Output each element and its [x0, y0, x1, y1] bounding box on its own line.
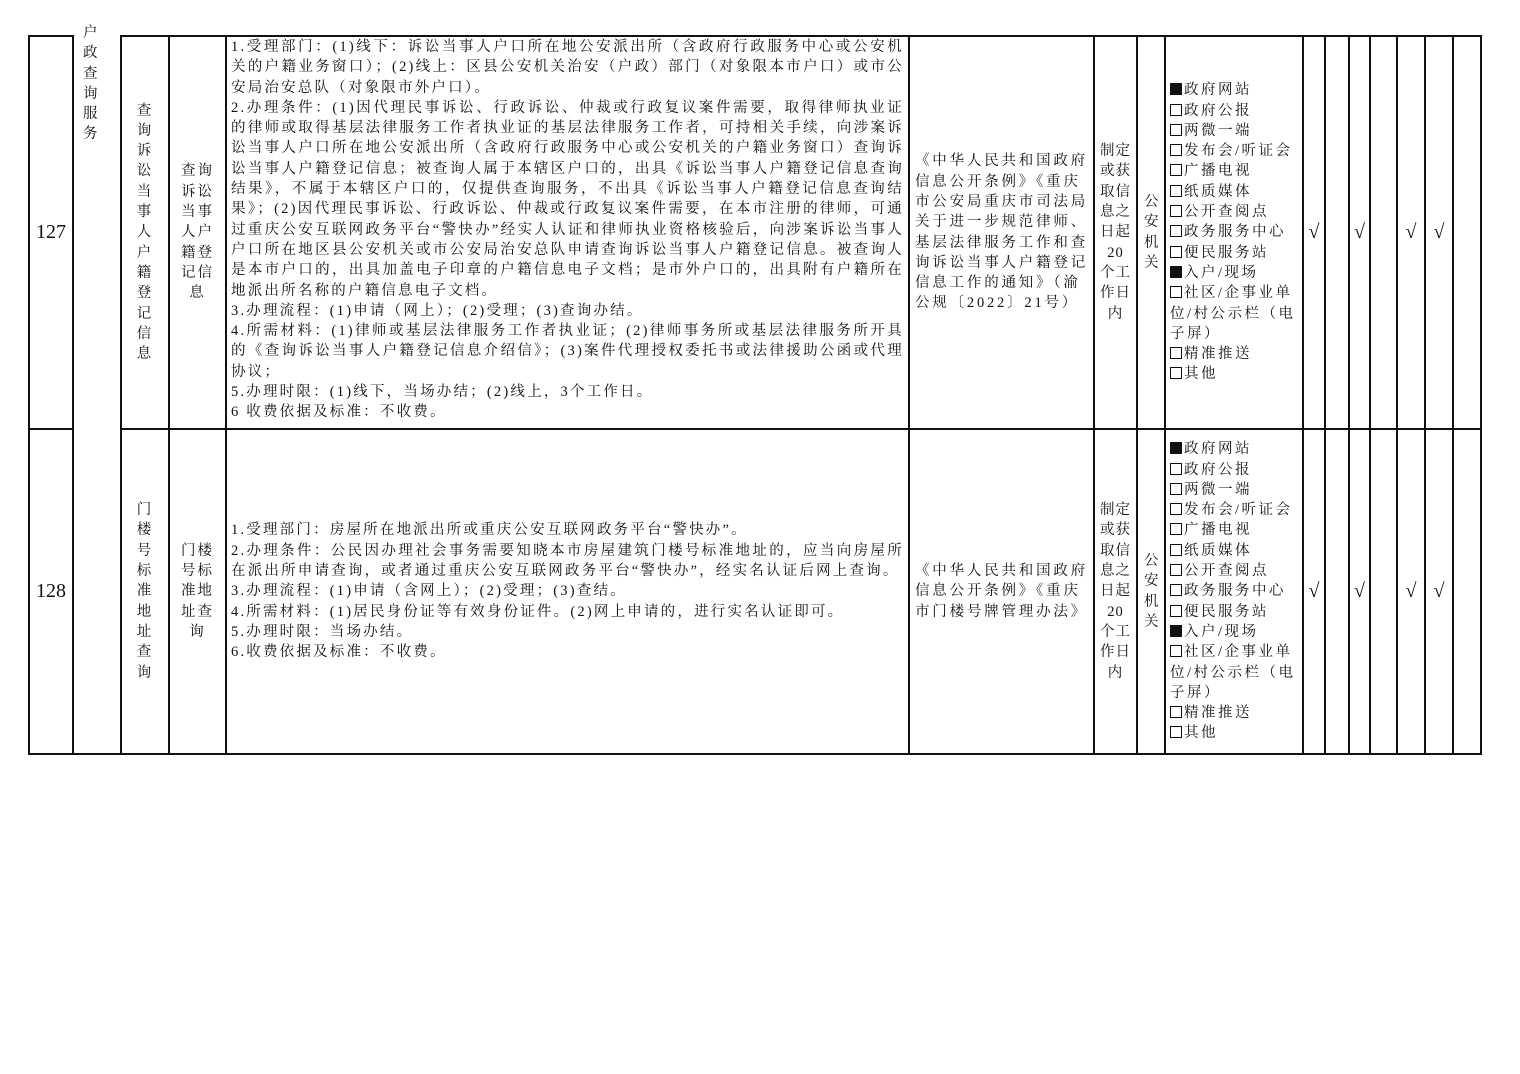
- legal-basis: 《中华人民共和国政府信息公开条例》《重庆市公安局重庆市司法局关于进一步规范律师、基层法律服务工作和查询诉讼当事人户籍登记信息工作的通知》（渝公规〔2022〕21号）: [909, 36, 1094, 429]
- channel-item: [1170, 581, 1298, 601]
- checked-box-icon: [1170, 625, 1182, 637]
- channel-item: [1170, 182, 1298, 202]
- channel-label: 其他: [1184, 366, 1218, 383]
- deadline: 制定或获取信息之日起20个工作日内: [1094, 429, 1137, 754]
- channel-label: 纸质媒体: [1184, 183, 1252, 200]
- row-number: 127: [29, 36, 73, 429]
- channel-item: [1170, 723, 1298, 743]
- channel-item: [1170, 121, 1298, 141]
- channel-item: [1170, 561, 1298, 581]
- check-mark-cell: [1325, 36, 1349, 429]
- unchecked-box-icon: [1170, 205, 1182, 217]
- channel-item: [1170, 642, 1298, 703]
- channel-label: 其他: [1184, 725, 1218, 742]
- legal-basis: 《中华人民共和国政府信息公开条例》《重庆市门楼号牌管理办法》: [909, 429, 1094, 754]
- unchecked-box-icon: [1170, 726, 1182, 738]
- row-number: 128: [29, 429, 73, 754]
- channel-item: [1170, 202, 1298, 222]
- checked-box-icon: [1170, 83, 1182, 95]
- channel-item: [1170, 161, 1298, 181]
- channel-item: [1170, 344, 1298, 364]
- unchecked-box-icon: [1170, 503, 1182, 515]
- channel-label: 广播电视: [1184, 522, 1252, 539]
- channel-item: [1170, 520, 1298, 540]
- category-cell: [73, 25, 121, 754]
- channel-item: [1170, 703, 1298, 723]
- responsible-agency: 公安机关: [1137, 36, 1165, 429]
- subitem-name: 门楼号标准地址查询: [169, 429, 226, 754]
- responsible-agency: 公安机关: [1137, 429, 1165, 754]
- content-cell: [226, 36, 909, 429]
- check-mark-cell: √: [1303, 429, 1325, 754]
- content-paragraph: 5.办理时限：(1)线下，当场办结；(2)线上，3个工作日。: [231, 384, 654, 401]
- channel-item: [1170, 263, 1298, 283]
- check-mark-cell: √: [1349, 36, 1370, 429]
- channel-label: 两微一端: [1184, 481, 1252, 498]
- unchecked-box-icon: [1170, 564, 1182, 576]
- channel-label: 广播电视: [1184, 163, 1252, 180]
- content-paragraph: 2.办理条件：公民因办理社会事务需要知晓本市房屋建筑门楼号标准地址的，应当向房屋所在派出所申请查询，或者通过重庆公安互联网政务平台“警快办”，经实名认证后网上查询。: [231, 542, 904, 580]
- unchecked-box-icon: [1170, 605, 1182, 617]
- check-mark-cell: √: [1303, 36, 1325, 429]
- check-mark-cell: √: [1397, 36, 1425, 429]
- channel-label: 公开查阅点: [1184, 204, 1269, 221]
- unchecked-box-icon: [1170, 286, 1182, 298]
- content-paragraph: 6 收费依据及标准：不收费。: [231, 404, 447, 421]
- channel-label: 便民服务站: [1184, 244, 1269, 261]
- check-mark-cell: √: [1397, 429, 1425, 754]
- channel-item: [1170, 439, 1298, 459]
- content-paragraph: 3.办理流程：(1)申请（含网上）；(2)受理；(3)查结。: [231, 583, 627, 600]
- channel-label: 便民服务站: [1184, 603, 1269, 620]
- content-paragraph: 4.所需材料：(1)律师或基层法律服务工作者执业证；(2)律师事务所或基层法律服务所开具的《查询诉讼当事人户籍登记信息介绍信》；(3)案件代理授权委托书或法律援助公函或代理协议；: [231, 323, 904, 380]
- check-mark-cell: [1370, 429, 1397, 754]
- check-mark-cell: [1453, 429, 1481, 754]
- channel-label: 入户/现场: [1184, 264, 1259, 281]
- check-mark-cell: [1325, 429, 1349, 754]
- unchecked-box-icon: [1170, 144, 1182, 156]
- channel-label: 入户/现场: [1184, 623, 1259, 640]
- item-name: 门楼号标准地址查询: [121, 429, 169, 754]
- disclosure-table: [28, 25, 1482, 755]
- channel-label: 政务服务中心: [1184, 224, 1286, 241]
- channel-item: [1170, 500, 1298, 520]
- content-cell: [226, 429, 909, 754]
- unchecked-box-icon: [1170, 483, 1182, 495]
- item-name: 查询诉讼当事人户籍登记信息: [121, 36, 169, 429]
- content-paragraph: 4.所需材料：(1)居民身份证等有效身份证件。(2)网上申请的，进行实名认证即可。: [231, 603, 845, 620]
- channel-item: [1170, 602, 1298, 622]
- checked-box-icon: [1170, 266, 1182, 278]
- content-paragraph: 3.办理流程：(1)申请（网上）；(2)受理；(3)查询办结。: [231, 302, 644, 319]
- unchecked-box-icon: [1170, 124, 1182, 136]
- channel-label: 政府网站: [1184, 82, 1252, 99]
- channel-item: [1170, 460, 1298, 480]
- content-paragraph: 5.办理时限：当场办结。: [231, 623, 414, 640]
- channel-label: 社区/企事业单位/村公示栏（电子屏）: [1170, 644, 1296, 701]
- category-label: 户政查询服务: [83, 25, 101, 143]
- table-row: [29, 36, 1481, 429]
- subitem-name: 查询诉讼当事人户籍登记信息: [169, 36, 226, 429]
- channel-item: [1170, 141, 1298, 161]
- channel-item: [1170, 101, 1298, 121]
- unchecked-box-icon: [1170, 645, 1182, 657]
- channel-label: 政务服务中心: [1184, 583, 1286, 600]
- channel-label: 政府网站: [1184, 441, 1252, 458]
- channel-label: 纸质媒体: [1184, 542, 1252, 559]
- content-paragraph: 1.受理部门：房屋所在地派出所或重庆公安互联网政务平台“警快办”。: [231, 522, 748, 539]
- unchecked-box-icon: [1170, 104, 1182, 116]
- channel-label: 政府公报: [1184, 461, 1252, 478]
- check-mark-cell: √: [1349, 429, 1370, 754]
- channel-label: 发布会/听证会: [1184, 143, 1293, 160]
- channel-item: [1170, 80, 1298, 100]
- channel-list: [1165, 429, 1303, 754]
- deadline: 制定或获取信息之日起20个工作日内: [1094, 36, 1137, 429]
- unchecked-box-icon: [1170, 225, 1182, 237]
- channel-label: 发布会/听证会: [1184, 502, 1293, 519]
- check-mark-cell: [1453, 36, 1481, 429]
- table-row: [29, 429, 1481, 754]
- channel-label: 政府公报: [1184, 102, 1252, 119]
- channel-item: [1170, 480, 1298, 500]
- channel-label: 两微一端: [1184, 122, 1252, 139]
- unchecked-box-icon: [1170, 706, 1182, 718]
- channel-item: [1170, 283, 1298, 344]
- unchecked-box-icon: [1170, 463, 1182, 475]
- unchecked-box-icon: [1170, 584, 1182, 596]
- channel-item: [1170, 364, 1298, 384]
- unchecked-box-icon: [1170, 164, 1182, 176]
- channel-label: 精准推送: [1184, 705, 1252, 722]
- check-mark-cell: [1370, 36, 1397, 429]
- content-paragraph: 1.受理部门：(1)线下：诉讼当事人户口所在地公安派出所（含政府行政服务中心或公安机关的户籍业务窗口）；(2)线上：区县公安机关治安（户政）部门（对象限本市户口）或市公安局治安总队（对象限市外户口）。: [231, 39, 904, 96]
- unchecked-box-icon: [1170, 367, 1182, 379]
- channel-item: [1170, 541, 1298, 561]
- channel-item: [1170, 222, 1298, 242]
- channel-list: [1165, 36, 1303, 429]
- unchecked-box-icon: [1170, 347, 1182, 359]
- channel-item: [1170, 243, 1298, 263]
- check-mark-cell: √: [1425, 36, 1453, 429]
- channel-item: [1170, 622, 1298, 642]
- content-paragraph: 6.收费依据及标准：不收费。: [231, 644, 447, 661]
- unchecked-box-icon: [1170, 185, 1182, 197]
- checked-box-icon: [1170, 442, 1182, 454]
- unchecked-box-icon: [1170, 246, 1182, 258]
- channel-label: 精准推送: [1184, 346, 1252, 363]
- check-mark-cell: √: [1425, 429, 1453, 754]
- channel-label: 社区/企事业单位/村公示栏（电子屏）: [1170, 285, 1296, 342]
- content-paragraph: 2.办理条件：(1)因代理民事诉讼、行政诉讼、仲裁或行政复议案件需要，取得律师执业证的律师或取得基层法律服务工作者执业证的基层法律服务工作者，可持相关手续，向涉案诉讼当事人户口所在地公安派出所（含政府行政服务中心或公安机关的户籍业务窗口）查询诉讼当事人户籍登记信息；被查询人属于本辖区户口的，出具《诉讼当事人户籍登记信息查询结果》，不属于本辖区户口的，仅提供查询服务，不出具《诉讼当事人户籍登记信息查询结果》；(2)因代理民事诉讼、行政诉讼、仲裁或行政复议案件需要，在本市注册的律师，可通过重庆公安互联网政务平台“警快办”经实人认证和律师执业资格核验后，向涉案诉讼当事人户口所在地区县公安机关或市公安局治安总队申请查询诉讼当事人户籍登记信息。被查询人是本市户口的，出具加盖电子印章的户籍信息电子文档；是市外户口的，出具附有户籍所在地派出所名称的户籍信息电子文档。: [231, 99, 904, 299]
- channel-label: 公开查阅点: [1184, 563, 1269, 580]
- unchecked-box-icon: [1170, 523, 1182, 535]
- unchecked-box-icon: [1170, 544, 1182, 556]
